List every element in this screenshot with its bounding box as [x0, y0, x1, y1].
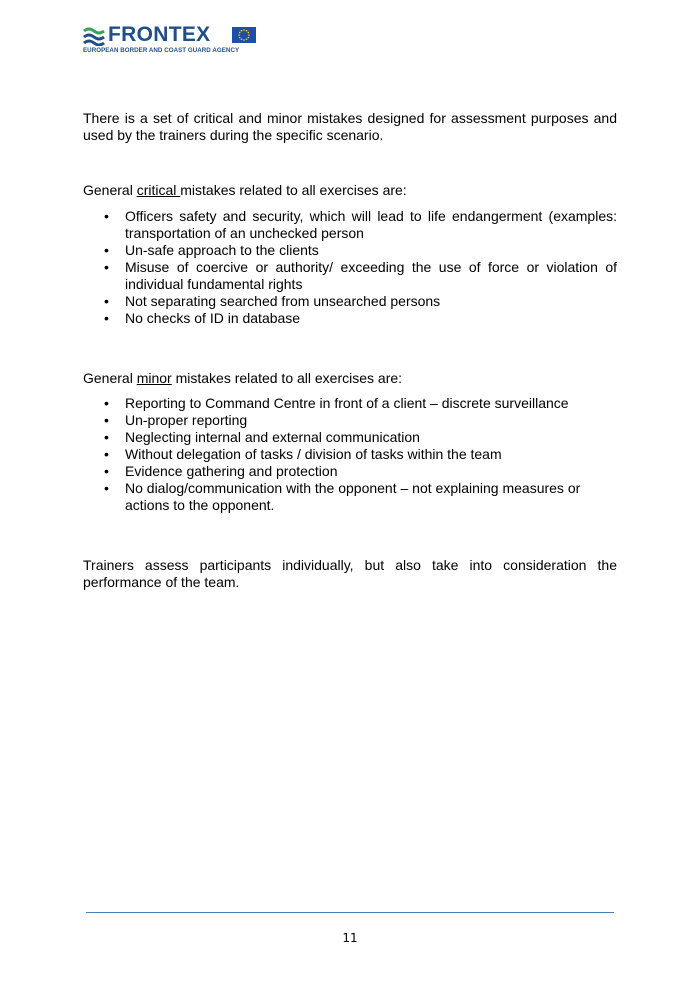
footer-divider [86, 912, 614, 913]
intro-line-2: used by the trainers during the specific scenario. [83, 127, 384, 143]
list-item: • Neglecting internal and external communication [83, 429, 617, 446]
list-item: • No checks of ID in database [83, 310, 617, 327]
list-item: • No dialog/communication with the opponent – not explaining measures or actions to the opponent. [83, 480, 595, 514]
closing-paragraph [83, 557, 617, 591]
minor-heading-pre: General [83, 370, 137, 386]
closing-line-1: Trainers assess participants individually, but also take into consideration the [83, 557, 617, 573]
minor-heading-post: mistakes related to all exercises are: [171, 370, 403, 386]
intro-line-1: There is a set of critical and minor mistakes designed for assessment purposes and [83, 110, 617, 126]
frontex-logo [83, 24, 263, 56]
list-item: • Un-safe approach to the clients [83, 242, 617, 259]
critical-heading-keyword: critical [136, 182, 181, 198]
minor-heading-keyword: minor [136, 370, 172, 386]
frontex-wave-mark-icon [83, 26, 105, 46]
list-item: • Officers safety and security, which will lead to life endangerment (examples: transportation of an unchecked person [83, 208, 617, 242]
list-item: • Reporting to Command Centre in front of a client – discrete surveillance [83, 395, 617, 412]
closing-line-2: performance of the team. [83, 574, 240, 590]
list-item: • Misuse of coercive or authority/ exceeding the use of force or violation of individual fundamental rights [83, 259, 617, 293]
intro-paragraph [83, 110, 617, 144]
page-number: 11 [342, 931, 358, 945]
logo-wordmark: FRONTEX [108, 23, 211, 46]
list-item: • Un-proper reporting [83, 412, 617, 429]
critical-heading [83, 182, 617, 199]
critical-heading-post: mistakes related to all exercises are: [180, 182, 407, 198]
minor-heading [83, 370, 617, 387]
list-item: • Not separating searched from unsearched persons [83, 293, 617, 310]
critical-heading-pre: General [83, 182, 137, 198]
minor-list [83, 395, 617, 514]
critical-list [83, 208, 617, 327]
list-item: • Without delegation of tasks / division of tasks within the team [83, 446, 617, 463]
list-item: • Evidence gathering and protection [83, 463, 617, 480]
eu-flag-icon [232, 27, 256, 43]
logo-subtitle: EUROPEAN BORDER AND COAST GUARD AGENCY [83, 47, 240, 54]
